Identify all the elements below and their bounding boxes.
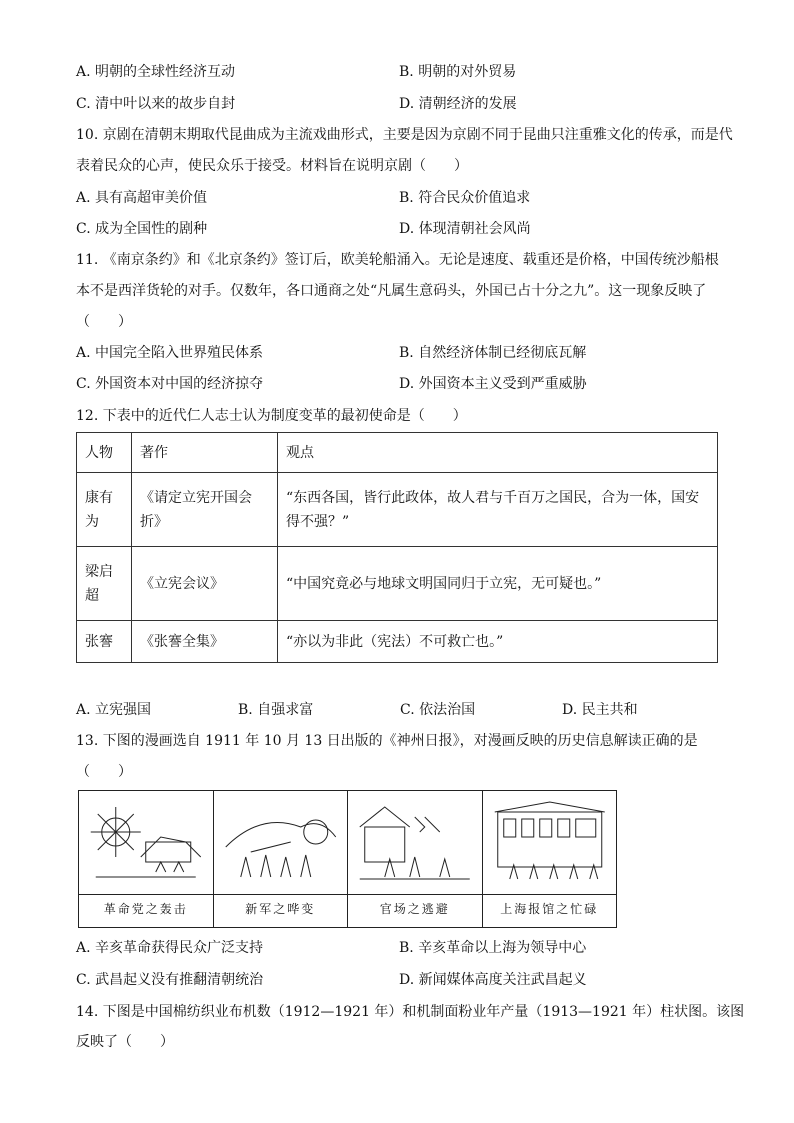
header-view: 观点 [278, 433, 718, 473]
q12-option-c: C. 依法治国 [400, 702, 476, 718]
q13-stem-line2: （ ） [76, 764, 132, 780]
q12-stem: 12. 下表中的近代仁人志士认为制度变革的最初使命是（ ） [76, 408, 467, 424]
header-work: 著作 [132, 433, 278, 473]
cell-person: 康有为 [77, 473, 132, 547]
q9-option-d: D. 清朝经济的发展 [399, 96, 517, 112]
q9-option-c: C. 清中叶以来的故步自封 [76, 96, 236, 112]
q10-option-d: D. 体现清朝社会风尚 [399, 221, 531, 237]
q10-option-c: C. 成为全国性的剧种 [76, 221, 208, 237]
cartoon-caption: 革命党之轰击 [79, 894, 213, 923]
q14-stem-line1: 14. 下图是中国棉纺织业布机数（1912—1921 年）和机制面粉业年产量（1913—1921 年）柱状图。该图 [76, 1004, 745, 1020]
table-header-row [77, 433, 718, 473]
cell-view: “中国究竟必与地球文明国同归于立宪，无可疑也。” [278, 547, 718, 621]
q11-option-d: D. 外国资本主义受到严重威胁 [399, 376, 587, 392]
q9-option-b: B. 明朝的对外贸易 [399, 64, 517, 80]
q13-option-d: D. 新闻媒体高度关注武昌起义 [399, 972, 587, 988]
cell-work: 《立宪会议》 [132, 547, 278, 621]
newspaper-office-sketch-image [489, 797, 611, 887]
cartoon-caption: 新军之哗变 [214, 894, 348, 923]
q13-option-c: C. 武昌起义没有推翻清朝统治 [76, 972, 264, 988]
cell-work: 《张謇全集》 [132, 621, 278, 663]
table-row [77, 621, 718, 663]
cartoon-caption: 官场之逃避 [348, 894, 482, 923]
q13-stem-line1: 13. 下图的漫画选自 1911 年 10 月 13 日出版的《神州日报》，对漫画反映的历史信息解读正确的是 [76, 733, 698, 749]
q11-option-b: B. 自然经济体制已经彻底瓦解 [399, 345, 587, 361]
q14-stem-line2: 反映了（ ） [76, 1034, 174, 1050]
q10-option-a: A. 具有高超审美价值 [76, 190, 208, 206]
q12-option-a: A. 立宪强国 [76, 702, 152, 718]
q11-option-c: C. 外国资本对中国的经济掠夺 [76, 376, 264, 392]
q12-option-d: D. 民主共和 [562, 702, 638, 718]
q11-stem-line1: 11. 《南京条约》和《北京条约》签订后，欧美轮船涌入。无论是速度、载重还是价格，中国传统沙船根 [76, 252, 719, 268]
cartoon-panel-new-army [214, 791, 349, 927]
cell-view: “亦以为非此（宪法）不可救亡也。” [278, 621, 718, 663]
fleeing-officials-sketch-image [354, 797, 476, 887]
cell-view: “东西各国，皆行此政体，故人君与千百万之国民，合为一体，国安得不强？” [278, 473, 718, 547]
q11-stem-line2: 本不是西洋货轮的对手。仅数年，各口通商之处“凡属生意码头，外国已占十分之九”。这一现象反映了 [76, 283, 707, 299]
q11-option-a: A. 中国完全陷入世界殖民体系 [76, 345, 264, 361]
q10-stem-line1: 10. 京剧在清朝末期取代昆曲成为主流戏曲形式，主要是因为京剧不同于昆曲只注重雅文化的传承，而是代 [76, 127, 733, 143]
cartoon-panel-revolutionaries [79, 791, 214, 927]
q10-stem-line2: 表着民众的心声，使民众乐于接受。材料旨在说明京剧（ ） [76, 158, 468, 174]
q11-stem-line3: （ ） [76, 314, 132, 330]
cell-work: 《请定立宪开国会折》 [132, 473, 278, 547]
q10-option-b: B. 符合民众价值追求 [399, 190, 531, 206]
header-person: 人物 [77, 433, 132, 473]
soldiers-sketch-image [220, 797, 342, 887]
q13-cartoon-strip [78, 790, 617, 928]
cartoon-panel-officials [348, 791, 483, 927]
q12-option-b: B. 自强求富 [238, 702, 314, 718]
cartoon-panel-newspaper [483, 791, 617, 927]
q9-option-a: A. 明朝的全球性经济互动 [76, 64, 236, 80]
q13-option-b: B. 辛亥革命以上海为领导中心 [399, 940, 587, 956]
cell-person: 梁启超 [77, 547, 132, 621]
q13-option-a: A. 辛亥革命获得民众广泛支持 [76, 940, 264, 956]
cell-person: 张謇 [77, 621, 132, 663]
q12-table [76, 432, 718, 663]
explosion-sketch-image [85, 797, 207, 887]
cartoon-caption: 上海报馆之忙碌 [483, 894, 617, 923]
table-row [77, 473, 718, 547]
table-row [77, 547, 718, 621]
